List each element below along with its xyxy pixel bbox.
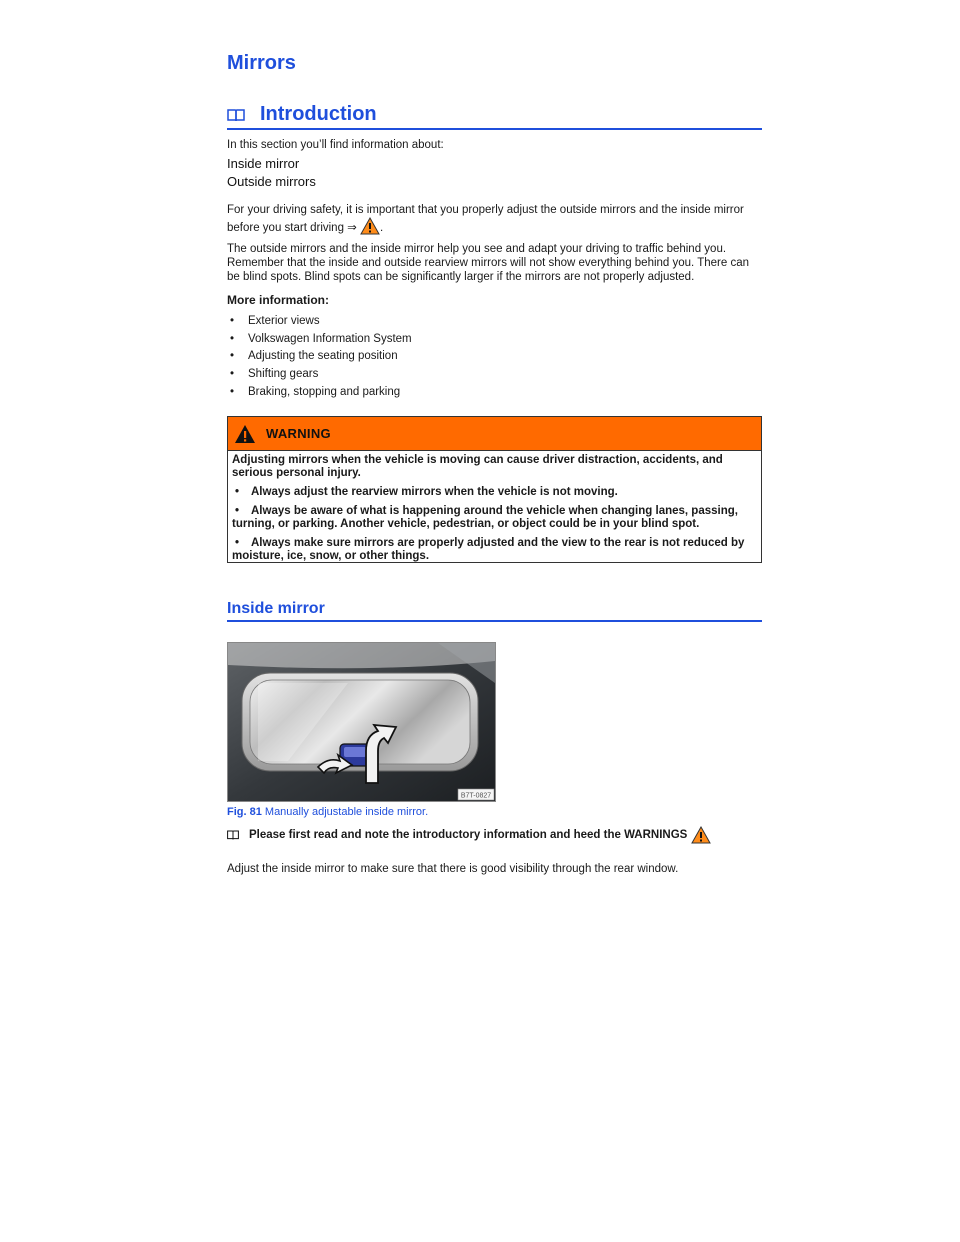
more-info-label: More information: — [227, 293, 329, 307]
warning-triangle-icon — [234, 424, 256, 444]
warning-item: • Always make sure mirrors are properly adjusted and the view to the rear is not reduced by moisture, ice, snow, or other things. — [232, 537, 745, 562]
warning-header — [228, 417, 761, 451]
section-heading-inside-mirror — [227, 598, 762, 622]
list-item[interactable]: • Exterior views — [230, 315, 320, 327]
list-item[interactable]: • Volkswagen Information System — [230, 332, 412, 345]
intro-para-1-end: . — [380, 222, 384, 234]
figure-caption — [227, 806, 428, 818]
warning-triangle-icon[interactable] — [360, 217, 380, 235]
book-icon — [227, 108, 245, 122]
section-heading-text: Introduction — [260, 103, 377, 125]
intro-para-1b — [227, 217, 762, 238]
book-icon — [227, 830, 239, 840]
note-text: Please first read and note the introductory information and heed the WARNINGS — [249, 829, 688, 841]
more-info-list — [227, 313, 762, 402]
warning-box — [227, 416, 762, 563]
link-inside-mirror[interactable]: Inside mirror — [227, 156, 300, 171]
figure-inside-mirror — [227, 642, 496, 802]
caption-text: Manually adjustable inside mirror. — [264, 806, 429, 818]
link-outside-mirrors[interactable]: Outside mirrors — [227, 174, 316, 189]
page-title: Mirrors — [227, 52, 296, 74]
intro-para-1b-text: before you start driving ⇒ — [227, 222, 357, 234]
list-item[interactable]: • Adjusting the seating position — [230, 350, 398, 363]
warning-item: • Always be aware of what is happening around the vehicle when changing lanes, passing, turning, or parking. Another vehicle, pedestrian, or object could be in your blind spot. — [232, 505, 738, 530]
section-heading-introduction — [227, 101, 762, 130]
intro-note — [227, 826, 762, 844]
figure-code: B7T-0827 — [460, 792, 492, 800]
intro-para-2: The outside mirrors and the inside mirror help you see and adapt your driving to traffic behind you. Remember that the inside and outside rearview mirrors will not show everything behind you. There can be blind spots. Blind spots can be significantly larger if the mirrors are not properly adjusted. — [227, 243, 750, 283]
warning-triangle-icon[interactable] — [691, 826, 711, 844]
intro-lead: In this section you’ll find information about: — [227, 139, 444, 151]
warning-label: WARNING — [266, 426, 331, 441]
inside-mirror-illustration — [228, 643, 495, 801]
warning-lead: Adjusting mirrors when the vehicle is moving can cause driver distraction, accidents, and serious personal injury. — [232, 454, 723, 479]
section-heading-text: Inside mirror — [227, 600, 325, 617]
intro-para-1a: For your driving safety, it is important that you properly adjust the outside mirrors and the inside mirror — [227, 204, 744, 216]
caption-label: Fig. 81 — [227, 806, 262, 818]
warning-item: • Always adjust the rearview mirrors when the vehicle is not moving. — [235, 486, 618, 498]
list-item[interactable]: • Braking, stopping and parking — [230, 385, 401, 398]
list-item[interactable]: • Shifting gears — [230, 368, 319, 381]
inside-mirror-body: Adjust the inside mirror to make sure that there is good visibility through the rear window. — [227, 862, 679, 875]
warning-body — [228, 451, 761, 563]
